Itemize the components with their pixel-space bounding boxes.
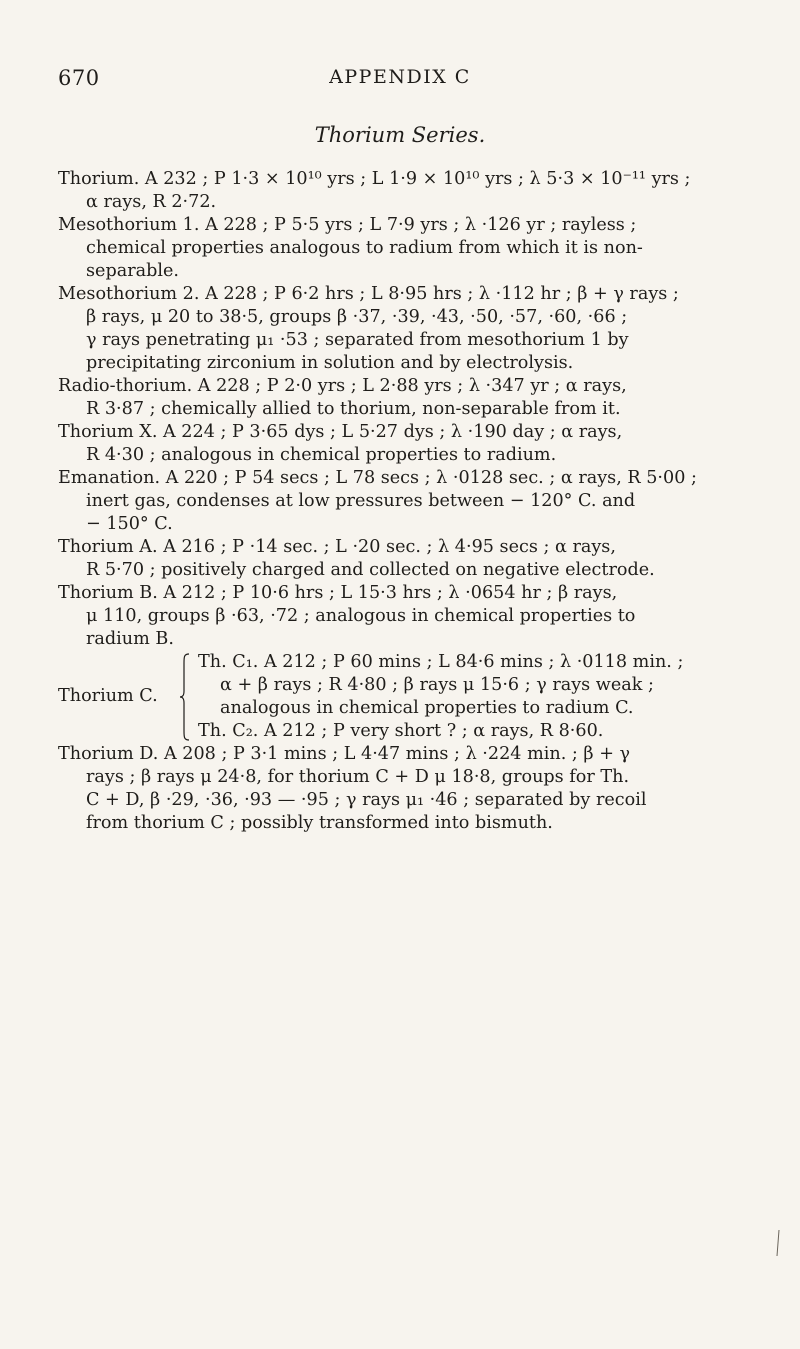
entry-line: Mesothorium 2. A 228 ; P 6·2 hrs ; L 8·95 hrs ; λ ·112 hr ; β + γ rays ; [58,284,679,304]
entry-emanation [58,467,748,536]
entry-line: from thorium C ; possibly transformed into bismuth. [86,813,553,833]
entry-thorium [58,168,748,214]
entry-line: Thorium D. A 208 ; P 3·1 mins ; L 4·47 mins ; λ ·224 min. ; β + γ [58,744,631,764]
page-body [58,168,748,835]
thorium-c-line: Th. C₁. A 212 ; P 60 mins ; L 84·6 mins ; λ ·0118 min. ; [198,652,684,672]
entry-line: radium B. [86,629,174,649]
entry-line: chemical properties analogous to radium from which it is non- [86,238,643,258]
running-head: APPENDIX C [329,66,471,88]
entry-thorium-x [58,421,748,467]
entry-line: − 150° C. [86,514,173,534]
entry-line: R 4·30 ; analogous in chemical properties to radium. [86,445,557,465]
thorium-c-block [58,651,748,743]
entry-line: μ 110, groups β ·63, ·72 ; analogous in chemical properties to [86,606,636,626]
entry-line: Radio-thorium. A 228 ; P 2·0 yrs ; L 2·88 yrs ; λ ·347 yr ; α rays, [58,376,627,396]
entry-line: Thorium B. A 212 ; P 10·6 hrs ; L 15·3 hrs ; λ ·0654 hr ; β rays, [58,583,618,603]
entry-line: R 5·70 ; positively charged and collected on negative electrode. [86,560,655,580]
entry-line: Thorium. A 232 ; P 1·3 × 10¹⁰ yrs ; L 1·9 × 10¹⁰ yrs ; λ 5·3 × 10⁻¹¹ yrs ; [58,169,691,189]
thorium-c-lines [198,651,748,743]
entry-line: Mesothorium 1. A 228 ; P 5·5 yrs ; L 7·9 yrs ; λ ·126 yr ; rayless ; [58,215,637,235]
pencil-mark-icon [776,1230,778,1256]
page-number: 670 [58,66,100,90]
thorium-c-label: Thorium C. [58,686,158,706]
entry-line: Emanation. A 220 ; P 54 secs ; L 78 secs ; λ ·0128 sec. ; α rays, R 5·00 ; [58,468,697,488]
entry-thorium-d [58,743,748,835]
entry-line: β rays, μ 20 to 38·5, groups β ·37, ·39, ·43, ·50, ·57, ·60, ·66 ; [86,307,628,327]
entry-mesothorium-1 [58,214,748,283]
thorium-c-line: α + β rays ; R 4·80 ; β rays μ 15·6 ; γ rays weak ; [220,675,654,695]
entry-thorium-a [58,536,748,582]
entry-line: C + D, β ·29, ·36, ·93 — ·95 ; γ rays μ₁ ·46 ; separated by recoil [86,790,647,810]
entry-radio-thorium [58,375,748,421]
entry-line: Thorium X. A 224 ; P 3·65 dys ; L 5·27 dys ; λ ·190 day ; α rays, [58,422,623,442]
entry-line: R 3·87 ; chemically allied to thorium, non-separable from it. [86,399,621,419]
thorium-c-line: Th. C₂. A 212 ; P very short ? ; α rays, R 8·60. [198,721,604,741]
section-title: Thorium Series. [314,123,486,147]
thorium-c-line: analogous in chemical properties to radium C. [220,698,634,718]
entry-line: γ rays penetrating μ₁ ·53 ; separated from mesothorium 1 by [86,330,629,350]
entry-line: separable. [86,261,179,281]
entry-line: inert gas, condenses at low pressures between − 120° C. and [86,491,636,511]
entry-line: Thorium A. A 216 ; P ·14 sec. ; L ·20 sec. ; λ 4·95 secs ; α rays, [58,537,616,557]
entry-line: precipitating zirconium in solution and by electrolysis. [86,353,574,373]
curly-brace-icon [180,653,190,741]
entry-mesothorium-2 [58,283,748,375]
entry-line: rays ; β rays μ 24·8, for thorium C + D μ 18·8, groups for Th. [86,767,630,787]
entry-thorium-b [58,582,748,651]
entry-line: α rays, R 2·72. [86,192,217,212]
